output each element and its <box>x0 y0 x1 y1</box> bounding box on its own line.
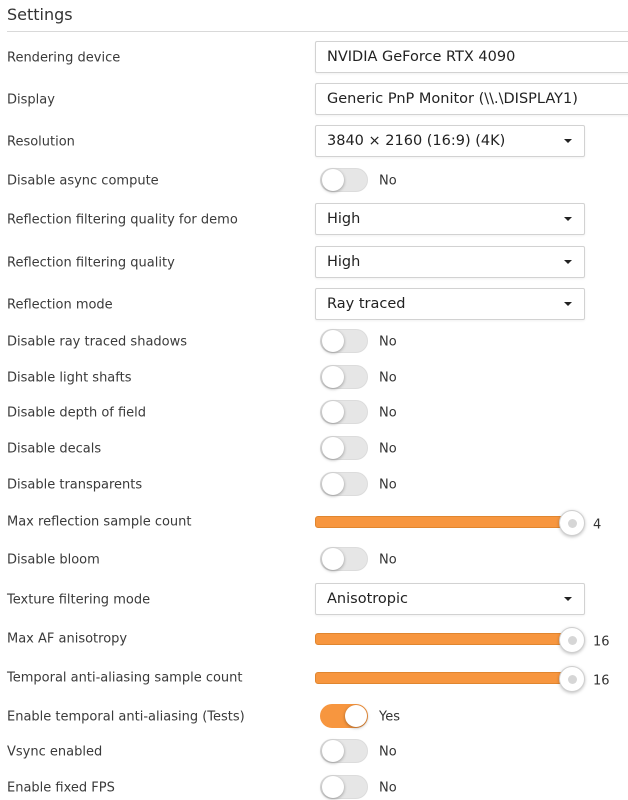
texture-filtering-mode-select[interactable] <box>315 583 585 615</box>
select-value: High <box>327 254 361 270</box>
caret-down-icon <box>564 302 572 306</box>
setting-label: Disable ray traced shadows <box>7 334 188 350</box>
toggle-knob <box>322 366 344 388</box>
rendering-device-field[interactable]: NVIDIA GeForce RTX 4090 <box>315 41 628 73</box>
setting-disable-async-compute <box>0 164 628 198</box>
setting-max-reflection-sample-count <box>0 505 628 539</box>
toggle-state: No <box>379 370 397 386</box>
toggle-knob <box>322 548 344 570</box>
slider-handle[interactable] <box>559 627 585 653</box>
disable-depth-of-field-toggle[interactable] <box>320 400 368 424</box>
select-value: Ray traced <box>327 296 406 312</box>
setting-label: Max AF anisotropy <box>7 631 128 647</box>
max-reflection-sample-count-slider[interactable] <box>315 516 573 528</box>
toggle-knob <box>322 740 344 762</box>
setting-label: Disable depth of field <box>7 405 147 421</box>
enable-temporal-aa-tests-toggle[interactable] <box>320 704 368 728</box>
caret-down-icon <box>564 217 572 221</box>
toggle-state: Yes <box>379 709 400 725</box>
setting-disable-light-shafts <box>0 361 628 395</box>
toggle-knob <box>322 776 344 798</box>
setting-label: Disable decals <box>7 441 102 457</box>
title-divider <box>7 31 628 32</box>
reflection-filtering-quality-select[interactable] <box>315 246 585 278</box>
setting-texture-filtering-mode <box>0 583 628 617</box>
setting-label: Temporal anti-aliasing sample count <box>7 670 243 686</box>
toggle-knob <box>322 437 344 459</box>
setting-label: Disable transparents <box>7 477 143 493</box>
max-af-anisotropy-slider[interactable] <box>315 633 573 645</box>
setting-enable-fixed-fps <box>0 771 628 800</box>
setting-vsync-enabled <box>0 735 628 769</box>
toggle-knob <box>322 401 344 423</box>
caret-down-icon <box>564 597 572 601</box>
disable-transparents-toggle[interactable] <box>320 472 368 496</box>
page-title: Settings <box>7 5 73 24</box>
setting-reflection-mode <box>0 288 628 322</box>
disable-bloom-toggle[interactable] <box>320 547 368 571</box>
toggle-state: No <box>379 441 397 457</box>
toggle-state: No <box>379 334 397 350</box>
setting-rendering-device <box>0 41 628 75</box>
setting-label: Reflection mode <box>7 297 113 313</box>
slider-handle[interactable] <box>559 666 585 692</box>
setting-label: Disable light shafts <box>7 370 132 386</box>
disable-ray-traced-shadows-toggle[interactable] <box>320 329 368 353</box>
setting-max-af-anisotropy <box>0 622 628 656</box>
slider-value: 16 <box>593 673 610 689</box>
setting-disable-transparents <box>0 468 628 502</box>
caret-down-icon <box>564 260 572 264</box>
setting-display <box>0 83 628 117</box>
setting-resolution <box>0 125 628 159</box>
setting-disable-bloom <box>0 543 628 577</box>
select-value: High <box>327 211 361 227</box>
toggle-knob <box>322 169 344 191</box>
toggle-state: No <box>379 477 397 493</box>
enable-fixed-fps-toggle[interactable] <box>320 775 368 799</box>
setting-reflection-filtering-quality-demo <box>0 203 628 237</box>
toggle-state: No <box>379 744 397 760</box>
setting-label: Resolution <box>7 134 75 150</box>
setting-label: Enable temporal anti-aliasing (Tests) <box>7 709 245 725</box>
toggle-state: No <box>379 173 397 189</box>
setting-label: Vsync enabled <box>7 744 103 760</box>
toggle-state: No <box>379 405 397 421</box>
reflection-mode-select[interactable] <box>315 288 585 320</box>
display-field[interactable]: Generic PnP Monitor (\\.\DISPLAY1) <box>315 83 628 115</box>
toggle-state: No <box>379 780 397 796</box>
setting-label: Display <box>7 92 55 108</box>
setting-disable-depth-of-field <box>0 396 628 430</box>
setting-label: Rendering device <box>7 50 121 66</box>
setting-temporal-aa-sample-count <box>0 661 628 695</box>
reflection-filtering-quality-demo-select[interactable] <box>315 203 585 235</box>
toggle-state: No <box>379 552 397 568</box>
slider-handle[interactable] <box>559 510 585 536</box>
disable-async-compute-toggle[interactable] <box>320 168 368 192</box>
setting-disable-decals <box>0 432 628 466</box>
vsync-enabled-toggle[interactable] <box>320 739 368 763</box>
setting-label: Reflection filtering quality <box>7 255 175 271</box>
disable-decals-toggle[interactable] <box>320 436 368 460</box>
temporal-aa-sample-count-slider[interactable] <box>315 672 573 684</box>
select-value: 3840 × 2160 (16:9) (4K) <box>327 133 506 149</box>
setting-reflection-filtering-quality <box>0 246 628 280</box>
disable-light-shafts-toggle[interactable] <box>320 365 368 389</box>
setting-enable-temporal-aa-tests <box>0 700 628 734</box>
setting-disable-ray-traced-shadows <box>0 325 628 359</box>
select-value: Anisotropic <box>327 591 408 607</box>
caret-down-icon <box>564 139 572 143</box>
setting-label: Disable bloom <box>7 552 100 568</box>
setting-label: Disable async compute <box>7 173 159 189</box>
resolution-select[interactable] <box>315 125 585 157</box>
toggle-knob <box>345 705 367 727</box>
setting-label: Max reflection sample count <box>7 514 192 530</box>
setting-label: Texture filtering mode <box>7 592 151 608</box>
setting-label: Reflection filtering quality for demo <box>7 212 238 228</box>
slider-value: 4 <box>593 517 602 533</box>
slider-value: 16 <box>593 634 610 650</box>
toggle-knob <box>322 330 344 352</box>
toggle-knob <box>322 473 344 495</box>
setting-label: Enable fixed FPS <box>7 780 115 796</box>
